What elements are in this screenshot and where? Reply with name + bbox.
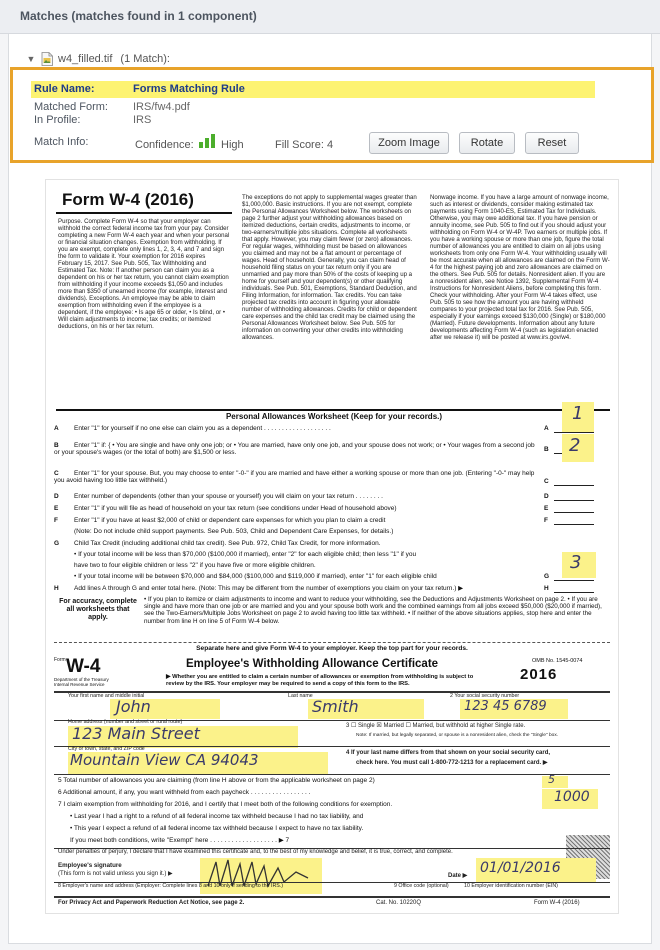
line-letter-h: H (544, 585, 549, 592)
fill-score-value: 4 (327, 139, 334, 151)
filing-status-note: Note: If married, but legally separated, or spouse is a nonresident alien, check the "Single" box. (356, 733, 559, 738)
rule-name-highlight (31, 81, 595, 98)
w4-label: W-4 (66, 656, 101, 677)
handwritten-date: 01/01/2016 (480, 860, 561, 876)
perjury-statement: Under penalties of perjury, I declare that I have examined this certificate and, to the best of my knowledge and belief, it is true, correct, and complete. (58, 849, 453, 855)
profile-value: IRS (133, 114, 152, 126)
rule-name-label: Rule Name: (34, 83, 95, 95)
line-a: A Enter "1" for yourself if no one else can claim you as a dependent . . . . . . . . . . . . . . . . . . . (54, 425, 331, 432)
filing-status: 3 ☐ Single ☒ Married ☐ Married, but withhold at higher Single rate. (346, 723, 526, 729)
signature-note: (This form is not valid unless you sign it.) ▶ (58, 871, 173, 877)
accuracy-label: For accuracy, complete all worksheets that apply. (59, 598, 137, 622)
line-letter-f: F (544, 517, 548, 524)
address-label: Home address (number and street or rural route) (68, 719, 183, 725)
line-g-1: • If your total income will be less than $70,000 ($100,000 if married), enter "2" for each eligible child; then less "1" if you (74, 551, 417, 558)
line-letter-a: A (544, 425, 549, 432)
ssn-label: 2 Your social security number (450, 693, 520, 699)
title-rule (56, 212, 232, 214)
document-image[interactable] (46, 180, 618, 913)
line-fill-c (554, 485, 594, 486)
line-f: F Enter "1" if you have at least $2,000 of child or dependent care expenses for which you plan to claim a credit (54, 517, 386, 524)
line-c: C Enter "1" for your spouse. But, you may choose to enter "-0-" if you are married and have either a working spouse or more than one job. (Entering "-0-" may help you avoid having too little tax withheld.) (54, 470, 535, 485)
accuracy-text: • If you plan to itemize or claim adjustments to income and want to reduce your withholding, see the Deductions and Adjustments Worksheet on page 2. • If you are single and have more than one job or are married and you and your spouse both work and the combined earnings from all jobs exceed $50,000 ($20,000 if married), see the Two-Earners/Multiple Jobs Worksheet on page 2 to avoid having too little tax withheld. • If neither of the above situations applies, stop here and enter the number from line H on line 5 of Form W-4 below. (144, 596, 602, 625)
line-fill-g (554, 580, 594, 581)
line-fill-f (554, 524, 594, 525)
date-label: Date ▶ (448, 873, 468, 879)
line-b: B Enter "1" if: { • You are single and have only one job; or • You are married, have only one job, and your spouse does not work; or • Your wages from a second job or your spouse's wages (or the total of both) are $1,500 or less. (54, 442, 535, 457)
line-letter-b: B (544, 446, 549, 453)
instructions-col-2: The exceptions do not apply to supplemental wages greater than $1,000,000. Basic instructions. If you are not exempt, complete the Personal Allowances Worksheet below. The worksheets on page 2 further adjust your withholding allowances based on itemized deductions, certain credits, adjustments to income, or two-earners/multiple jobs situations. Complete all worksheets that apply. However, you may claim fewer (or zero) allowances. For regular wages, withholding must be based on allowances you claimed and may not be a flat amount or percentage of wages. Head of household. Generally, you can claim head of household filing status on your tax return only if you are unmarried and pay more than 50% of the costs of keeping up a home for yourself and your dependent(s) or other qualifying individuals. See Pub. 501, Exemptions, Standard Deduction, and Filing Information, for information. Tax credits. You can take projected tax credits into account in figuring your allowable number of withholding allowances. Credits for child or dependent care expenses and the child tax credit may be claimed using the Personal Allowances Worksheet below. See Pub. 505 for information on converting your other credits into withholding allowances. (242, 194, 417, 341)
worksheet-rule (56, 409, 610, 411)
line-letter-e: E (544, 505, 549, 512)
line-h: H Add lines A through G and enter total here. (Note: This may be different from the number of exemptions you claim on your tax return.) ▶ (54, 585, 464, 592)
handwritten-amount: 1000 (554, 789, 590, 805)
instructions-col-3: Nonwage income. If you have a large amount of nonwage income, such as interest or dividends, consider making estimated tax payments using Form 1040-ES, Estimated Tax for Individuals. Otherwise, you may owe additional tax. If you have pension or annuity income, see Pub. 505 to find out if you should adjust your withholding on Form W-4 or W-4P. Two earners or multiple jobs. If you have a working spouse or more than one job, figure the total number of allowances you are entitled to claim on all jobs using worksheets from only one Form W-4. Your withholding usually will be most accurate when all allowances are claimed on the Form W-4 for the highest paying job and zero allowances are claimed on the others. See Pub. 505 for details. Nonresident alien. If you are a nonresident alien, see Notice 1392, Supplemental Form W-4 Instructions for Nonresident Aliens, before completing this form. Check your withholding. After your Form W-4 takes effect, use Pub. 505 to see how the amount you are having withheld compares to your projected total tax for 2016. See Pub. 505, especially if your earnings exceed $130,000 (Single) or $180,000 (Married). Future developments. Information about any future developments affecting Form W-4 (such as legislation enacted after we release it) will be posted at www.irs.gov/w4. (430, 194, 610, 341)
line-7b: • This year I expect a refund of all federal income tax withheld because I expect to have no tax liability. (70, 825, 364, 832)
form-label: Form (54, 657, 66, 663)
line-g-3: • If your total income will be between $70,000 and $84,000 ($100,000 and $119,000 if married), enter "1" for each eligible child (74, 573, 437, 580)
last-name-label: Last name (288, 693, 313, 699)
zoom-image-button[interactable]: Zoom Image (369, 132, 449, 154)
line-7: 7 I claim exemption from withholding for 2016, and I certify that I meet both of the following conditions for exemption. (58, 801, 393, 808)
handwritten-ssn: 123 45 6789 (464, 699, 547, 714)
omb-number: OMB No. 1545-0074 (532, 658, 583, 664)
line-5: 5 Total number of allowances you are claiming (from line H above or from the applicable worksheet on page 2) (58, 777, 375, 784)
line-letter-g: G (544, 573, 550, 580)
matches-header (0, 0, 660, 34)
instructions-col-1: Purpose. Complete Form W-4 so that your employer can withhold the correct federal income tax from your pay. Consider completing a new Form W-4 each year and when your personal or financial situation changes. Exemption from withholding. If you are exempt, complete only lines 1, 2, 3, 4, and 7 and sign the form to validate it. Your exemption for 2016 expires February 15, 2017. See Pub. 505, Tax Withholding and Estimated Tax. Note: If another person can claim you as a dependent on his or her tax return, you cannot claim exemption from withholding if your income exceeds $1,050 and includes more than $350 of unearned income (for example, interest and dividends). Exceptions. An employee may be able to claim exemption from withholding even if the employee is a dependent, if the employee: • Is age 65 or older, • Is blind, or • Will claim adjustments to income; tax credits; or itemized deductions, on his or her tax return. (58, 218, 230, 330)
line-g-2: have two to four eligible children or less "2" if you have five or more eligible children. (74, 562, 316, 569)
handwritten-line-g: 3 (570, 552, 582, 573)
file-name[interactable]: w4_filled.tif (58, 53, 113, 65)
footer-cat: Cat. No. 10220Q (376, 900, 422, 906)
handwritten-first-name: John (116, 697, 151, 716)
handwritten-line-b: 2 (569, 435, 581, 456)
city-label: City or town, state, and ZIP code (68, 746, 145, 752)
line-7a: • Last year I had a right to a refund of all federal income tax withheld because I had no tax liability, and (70, 813, 364, 820)
form-year: 2016 (520, 666, 558, 683)
certificate-title: Employee's Withholding Allowance Certificate (186, 658, 439, 670)
line-fill-d (554, 500, 594, 501)
matched-form-value: IRS/fw4.pdf (133, 101, 190, 113)
form-title: Form W-4 (2016) (62, 190, 194, 209)
line-g: G Child Tax Credit (including additional child tax credit). See Pub. 972, Child Tax Credit, for more information. (54, 540, 381, 547)
line-e: E Enter "1" if you will file as head of household on your tax return (see conditions under Head of household above) (54, 505, 397, 512)
line-6: 6 Additional amount, if any, you want withheld from each paycheck . . . . . . . . . . . . . . . . . (58, 789, 311, 796)
signal-bars-icon (199, 134, 217, 148)
handwritten-city: Mountain View CA 94043 (70, 751, 259, 769)
office-code-label: 9 Office code (optional) (394, 883, 449, 889)
first-name-label: Your first name and middle initial (68, 693, 145, 699)
line-fill-h (554, 592, 594, 593)
chevron-down-icon[interactable]: ▼ (26, 54, 36, 64)
matched-form-label: Matched Form: (34, 101, 108, 113)
worksheet-title: Personal Allowances Worksheet (Keep for your records.) (225, 412, 443, 421)
file-row[interactable] (26, 52, 170, 66)
cut-line: Separate here and give Form W-4 to your employer. Keep the top part for your records. (54, 642, 610, 653)
footer-form: Form W-4 (2016) (534, 900, 580, 906)
row-rule-3 (54, 774, 610, 775)
line-d: D Enter number of dependents (other than your spouse or yourself) you will claim on your tax return . . . . . . . . (54, 493, 383, 500)
employer-label: 8 Employer's name and address (Employer: Complete lines 8 and 10 only if sending to the IRS.) (58, 883, 284, 889)
last-name-differs-2: check here. You must call 1-800-772-1213 for a replacement card. ▶ (356, 760, 548, 766)
matches-title: Matches (matches found in 1 component) (20, 9, 257, 23)
rule-name-value: Forms Matching Rule (133, 83, 245, 95)
reset-button[interactable]: Reset (525, 132, 579, 154)
ein-label: 10 Employer identification number (EIN) (464, 883, 558, 889)
line-f-note: (Note: Do not include child support payments. See Pub. 503, Child and Dependent Care Expenses, for details.) (74, 528, 394, 535)
match-info-label: Match Info: (34, 136, 89, 148)
confidence-label: Confidence: (135, 139, 194, 151)
handwritten-address: 123 Main Street (72, 724, 200, 743)
file-match-count: (1 Match): (120, 53, 170, 65)
confidence-value: High (221, 139, 244, 151)
cert-bottom-rule (54, 896, 610, 898)
file-image-icon (41, 52, 53, 66)
profile-label: In Profile: (34, 114, 81, 126)
last-name-differs: 4 If your last name differs from that shown on your social security card, (346, 750, 551, 756)
fill-score-label: Fill Score: (275, 139, 324, 151)
certificate-subtitle: ▶ Whether you are entitled to claim a certain number of allowances or exemption from withholding is subject to review by the IRS. Your employer may be required to send a copy of this form to the IRS. (166, 674, 474, 687)
handwritten-line-a: 1 (572, 403, 584, 424)
rotate-button[interactable]: Rotate (459, 132, 515, 154)
signature-label: Employee's signature (58, 862, 122, 869)
line-fill-a (554, 432, 594, 433)
treasury-label: Department of the Treasury Internal Revenue Service (54, 677, 109, 688)
footer-privacy: For Privacy Act and Paperwork Reduction Act Notice, see page 2. (58, 900, 245, 906)
highlight-allowances (542, 773, 568, 788)
line-letter-d: D (544, 493, 549, 500)
line-fill-e (554, 512, 594, 513)
line-letter-c: C (544, 478, 549, 485)
handwritten-allowances: 5 (548, 773, 555, 786)
handwritten-last-name: Smith (312, 697, 359, 716)
line-7c: If you meet both conditions, write "Exempt" here . . . . . . . . . . . . . . . . . . . ▶ 7 (70, 837, 290, 844)
rule-match-box (10, 67, 654, 163)
